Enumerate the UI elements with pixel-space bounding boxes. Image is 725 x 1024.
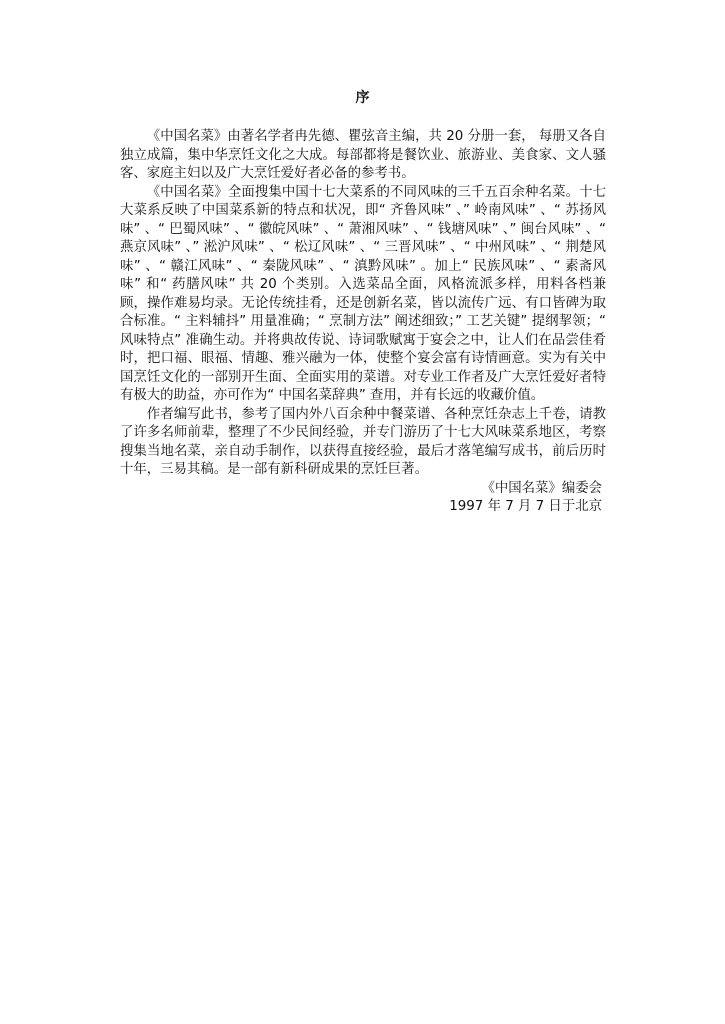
signature-date: 1997 年 7 月 7 日于北京 bbox=[449, 499, 602, 514]
paragraph-cuisines: 《中国名菜》全面搜集中国十七大菜系的不同风味的三千五百余种名菜。十七大菜系反映了中国菜系新的特点和状况，即“ 齐鲁风味” 、” 岭南风味” 、“ 苏扬风味” 、“ 巴蜀风味” 、“ 徽皖风味” 、“ 萧湘风味” 、“ 钱塘风味” 、” 闽台风味” 、“ 燕京风味” 、” 淞沪风味” 、“ 松辽风味” 、“ 三晋风味” 、“ 中州风味” 、“ 荆楚风味” 、“ 赣江风味” 、“ 秦陇风味” 、“ 滇黔风味” 。加上“ 民族风味” 、“ 素斋风味” 和“ 药膳风味” 共 20 个类别。入选菜品全面，风格流派多样，用料各档兼顾，操作难易均录。无论传统挂肴，还是创新名菜，皆以流传广远、有口皆碑为取合标准。“ 主料辅抖” 用量准确；“ 烹制方法” 阐述细致；” 工艺关键” 提纲挈领；“ 风味特点” 准确生动。并将典故传说、诗词歌赋寓于宴会之中，让人们在品尝佳肴时，把口福、眼福、情趣、雅兴融为一体，使整个宴会富有诗情画意。实为有关中国烹饪文化的一部别开生面、全面实用的菜谱。对专业工作者及广大烹饪爱好者特有极大的助益，亦可作为“ 中国名菜辞典” 查用，并有长远的收藏价值。 bbox=[120, 184, 606, 403]
paragraph-intro: 《中国名菜》由著名学者冉先德、瞿弦音主编，共 20 分册一套， 每册又各自独立成篇，集中华烹饪文化之大成。每部都将是餐饮业、旅游业、美食家、文人骚客、家庭主妇以及广大烹饪爱好者必备的参考书。 bbox=[120, 129, 606, 181]
preface-body bbox=[120, 128, 606, 517]
page-title: 序 bbox=[355, 90, 370, 106]
signature-org: 《中国名菜》编委会 bbox=[481, 480, 602, 496]
paragraph-author: 作者编写此书，参考了国内外八百余种中餐菜谱、各种烹饪杂志上千卷，请教了许多名师前辈，整理了不少民间经验，并专门游历了十七大风味菜系地区，考察搜集当地名菜，亲自动手制作，以获得直接经验，最后才落笔编写成书，前后历时十年，三易其稿。是一部有新科研成果的烹饪巨著。 bbox=[120, 406, 606, 477]
